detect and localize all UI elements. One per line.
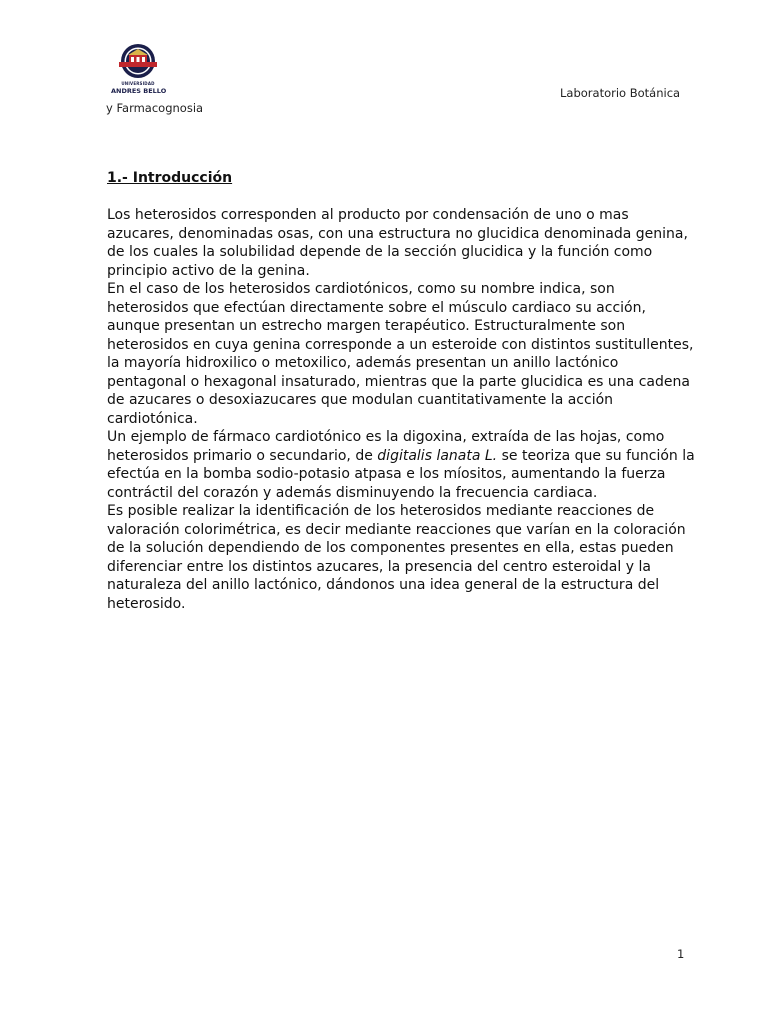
- species-name: digitalis lanata L.: [377, 447, 498, 464]
- header-lab-subtitle: y Farmacognosia: [106, 101, 204, 115]
- paragraph-line: de la solución dependiendo de los componentes presentes en ella, estas pueden: [107, 540, 674, 556]
- paragraph-line: aunque presentan un estrecho margen terapéutico. Estructuralmente son: [107, 318, 626, 334]
- paragraph-line: valoración colorimétrica, es decir mediante reacciones que varían en la coloración: [107, 521, 686, 538]
- paragraph-line: principio activo de la genina.: [107, 262, 310, 279]
- paragraph-line: la mayoría hidroxilico o metoxilico, además presentan un anillo lactónico: [107, 355, 619, 371]
- paragraph-line: diferenciar entre los distintos azucares, la presencia del centro esteroidal y la: [107, 558, 651, 575]
- paragraph-line: heterosidos en cuya genina corresponde a un esteroide con distintos sustitullentes,: [107, 336, 694, 353]
- logo-university-label: UNIVERSIDAD: [121, 81, 155, 86]
- line-text-after: se teoriza que su función la: [497, 447, 695, 464]
- paragraph-line: pentagonal o hexagonal insaturado, mientras que la parte glucidica es una cadena: [107, 373, 690, 390]
- paragraph-line: azucares, denominadas osas, con una estructura no glucidica denominada genina,: [107, 225, 688, 242]
- introduction-paragraph: [107, 206, 697, 613]
- university-crest-icon: [111, 42, 165, 82]
- university-logo: [111, 42, 165, 100]
- paragraph-line: naturaleza del anillo lactónico, dándonos una idea general de la estructura del: [107, 577, 660, 593]
- paragraph-line: heterosido.: [107, 595, 186, 612]
- paragraph-line: heterosidos que efectúan directamente sobre el músculo cardiaco su acción,: [107, 299, 646, 316]
- paragraph-line: Un ejemplo de fármaco cardiotónico es la digoxina, extraída de las hojas, como: [107, 429, 665, 445]
- line-text-before: heterosidos primario o secundario, de: [107, 447, 378, 464]
- paragraph-line-with-species: [107, 447, 697, 466]
- paragraph-line: Es posible realizar la identificación de los heterosidos mediante reacciones de: [107, 503, 655, 519]
- logo-university-name: ANDRES BELLO: [111, 87, 167, 95]
- paragraph-line: contráctil del corazón y además disminuyendo la frecuencia cardiaca.: [107, 484, 598, 501]
- paragraph-line: de azucares o desoxiazucares que modulan cuantitativamente la acción: [107, 392, 614, 408]
- paragraph-line: En el caso de los heterosidos cardiotónicos, como su nombre indica, son: [107, 281, 615, 297]
- header-lab-name: Laboratorio Botánica: [560, 86, 681, 100]
- page-number: 1: [677, 947, 685, 961]
- section-title: 1.- Introducción: [107, 170, 233, 186]
- paragraph-line: Los heterosidos corresponden al producto por condensación de uno o mas: [107, 207, 629, 223]
- paragraph-line: efectúa en la bomba sodio-potasio atpasa e los míositos, aumentando la fuerza: [107, 466, 666, 482]
- paragraph-line: de los cuales la solubilidad depende de la sección glucidica y la función como: [107, 244, 653, 260]
- paragraph-line: cardiotónica.: [107, 410, 198, 427]
